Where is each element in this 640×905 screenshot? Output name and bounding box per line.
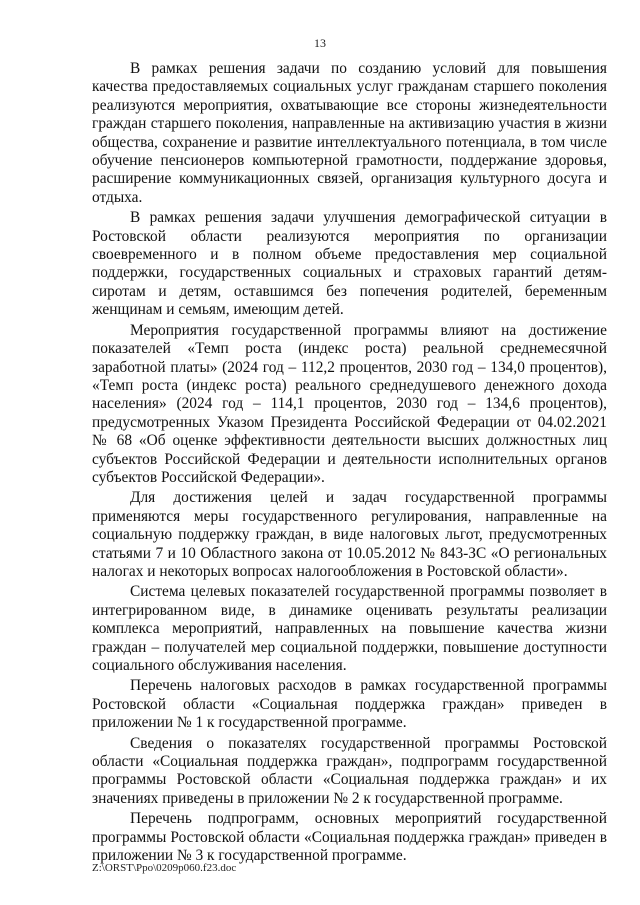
page-number: 13 — [314, 36, 326, 50]
paragraph-4: Для достижения целей и задач государственной программы применяются меры государственного регулирования, направленные на социальную поддержку граждан, в виде налоговых льгот, предусмотренных статьями 7 и 10 Областного закона от 10.05.2012 № 843-ЗС «О региональных налогах и некоторых вопросах налогообложения в Ростовской области». — [92, 489, 607, 580]
file-path-footer: Z:\ORST\Ppo\0209p060.f23.doc — [92, 862, 237, 874]
paragraph-1: В рамках решения задачи по созданию условий для повышения качества предоставляемых социальных услуг гражданам старшего поколения реализуются мероприятия, охватывающие все стороны жизнедеятельности граждан старшего поколения, направленные на активизацию участия в жизни общества, сохранение и развитие интеллектуального потенциала, в том числе обучение пенсионеров компьютерной грамотности, поддержание здоровья, расширение коммуникационных связей, организация культурного досуга и отдыха. — [92, 60, 607, 206]
paragraph-6: Перечень налоговых расходов в рамках государственной программы Ростовской области «Социальная поддержка граждан» приведен в приложении № 1 к государственной программе. — [92, 677, 607, 732]
paragraph-8: Перечень подпрограмм, основных мероприятий государственной программы Ростовской области «Социальная поддержка граждан» приведен в приложении № 3 к государственной программе. — [92, 810, 607, 865]
document-body — [92, 60, 607, 867]
paragraph-5: Система целевых показателей государственной программы позволяет в интегрированном виде, в динамике оценивать результаты реализации комплекса мероприятий, направленных на повышение качества жизни граждан – получателей мер социальной поддержки, повышение доступности социального обслуживания населения. — [92, 583, 607, 674]
paragraph-7: Сведения о показателях государственной программы Ростовской области «Социальная поддержка граждан», подпрограмм государственной программы Ростовской области «Социальная поддержка граждан» и их значениях приведены в приложении № 2 к государственной программе. — [92, 734, 607, 807]
paragraph-3: Мероприятия государственной программы влияют на достижение показателей «Темп роста (индекс роста) реальной среднемесячной заработной платы» (2024 год – 112,2 процентов, 2030 год – 134,0 процентов), «Темп роста (индекс роста) реального среднедушевого денежного дохода населения» (2024 год – 114,1 процентов, 2030 год – 134,6 процентов), предусмотренных Указом Президента Российской Федерации от 04.02.2021 № 68 «Об оценке эффективности деятельности высших должностных лиц субъектов Российской Федерации и деятельности исполнительных органов субъектов Российской Федерации». — [92, 321, 607, 486]
paragraph-2: В рамках решения задачи улучшения демографической ситуации в Ростовской области реализуются мероприятия по организации своевременного и в полном объеме предоставления мер социальной поддержки, государственных социальных и страховых гарантий детям-сиротам и детям, оставшимся без попечения родителей, беременным женщинам и семьям, имеющим детей. — [92, 209, 607, 319]
